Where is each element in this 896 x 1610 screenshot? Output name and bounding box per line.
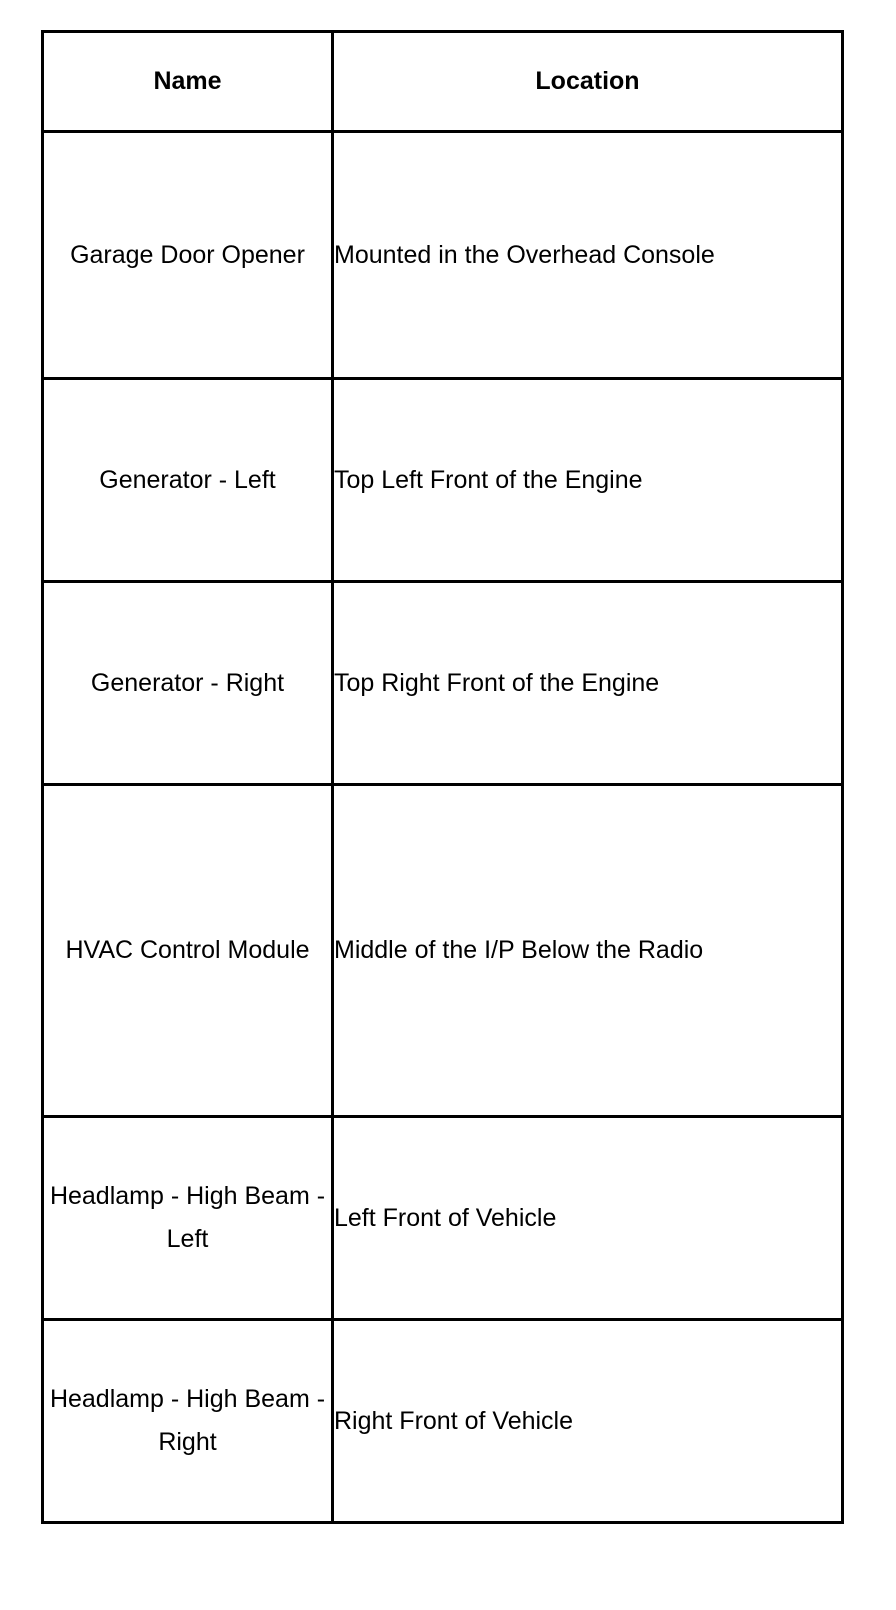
table-row bbox=[43, 379, 843, 582]
component-location-cell: Top Right Front of the Engine bbox=[333, 582, 843, 785]
table-row bbox=[43, 785, 843, 1117]
table-header-row bbox=[43, 32, 843, 132]
component-location-cell: Right Front of Vehicle bbox=[333, 1320, 843, 1523]
table-row bbox=[43, 1117, 843, 1320]
component-name-cell: Headlamp - High Beam - Left bbox=[43, 1117, 333, 1320]
component-name-cell: Generator - Right bbox=[43, 582, 333, 785]
component-name-cell: Garage Door Opener bbox=[43, 132, 333, 379]
table-row bbox=[43, 1320, 843, 1523]
component-location-cell: Top Left Front of the Engine bbox=[333, 379, 843, 582]
component-location-cell: Left Front of Vehicle bbox=[333, 1117, 843, 1320]
column-header-location: Location bbox=[333, 32, 843, 132]
component-name-cell: HVAC Control Module bbox=[43, 785, 333, 1117]
component-name-cell: Headlamp - High Beam - Right bbox=[43, 1320, 333, 1523]
column-header-name: Name bbox=[43, 32, 333, 132]
component-name-cell: Generator - Left bbox=[43, 379, 333, 582]
component-location-table bbox=[41, 30, 844, 1524]
component-location-table-wrapper bbox=[41, 30, 844, 1524]
component-location-cell: Mounted in the Overhead Console bbox=[333, 132, 843, 379]
component-location-cell: Middle of the I/P Below the Radio bbox=[333, 785, 843, 1117]
table-row bbox=[43, 582, 843, 785]
table-row bbox=[43, 132, 843, 379]
